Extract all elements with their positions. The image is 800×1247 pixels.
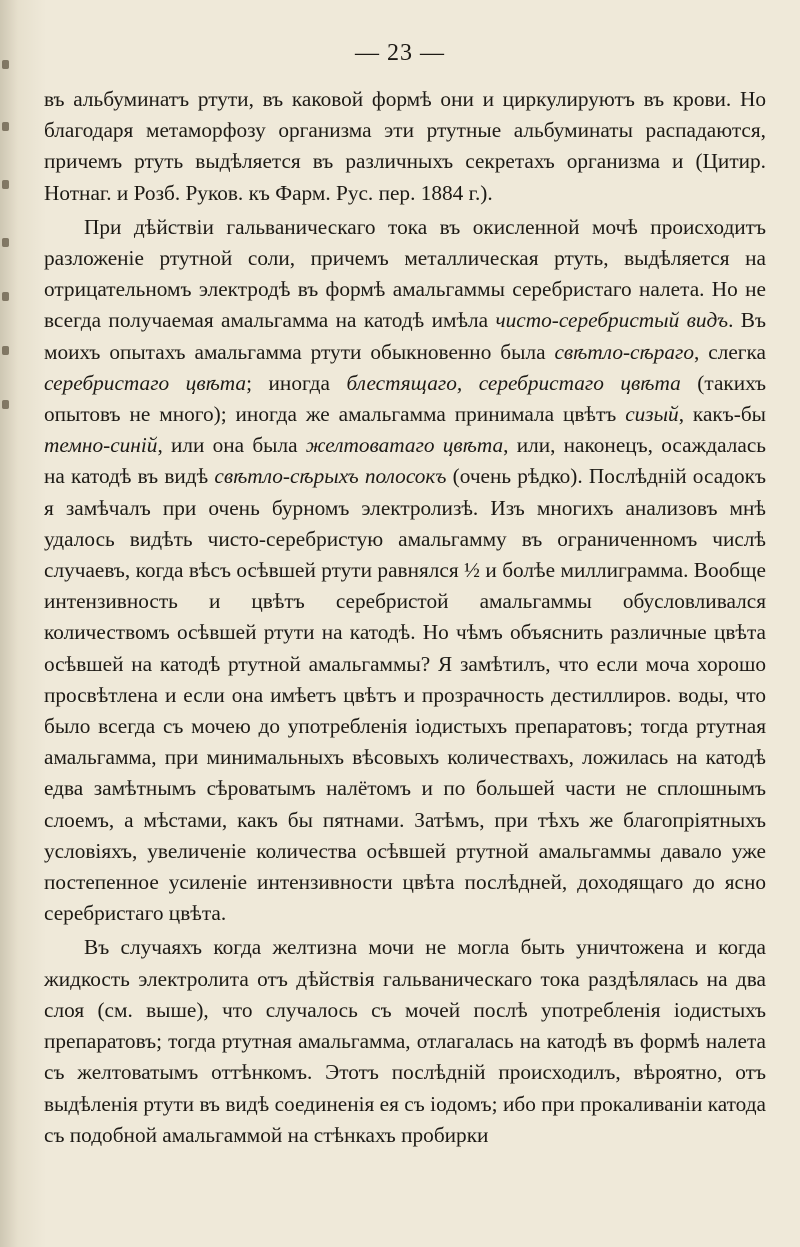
italic-phrase: блестящаго, серебристаго цвѣта	[346, 370, 681, 395]
text-run: Въ случаяхъ когда желтизна мочи не могла быть уничтожена и когда жидкость электролита отъ дѣйствія гальваническаго тока раздѣлялась на два слоя (см. выше), что случалось съ мочей послѣ употребленія іодистыхъ препаратовъ; тогда ртутная амальгамма, отлагалась на катодѣ въ формѣ налета съ желтоватымъ оттѣнкомъ. Этотъ послѣдній происходилъ, вѣроятно, отъ выдѣленія ртути въ видѣ соединенія ея съ іодомъ; ибо при прокаливаніи катода съ подобной амальгаммой на стѣнкахъ пробирки	[44, 935, 766, 1147]
paragraph-2	[44, 212, 766, 930]
text-run: (очень рѣдко). Послѣдній осадокъ я замѣчалъ при очень бурномъ электролизѣ. Изъ многихъ анализовъ мнѣ удалось видѣть чисто-серебристую амальгамму въ ограниченномъ числѣ случаевъ, когда вѣсъ осѣвшей ртути равнялся ½ и болѣе миллиграмма. Вообще интензивность и цвѣтъ серебристой амальгаммы обусловливался количествомъ осѣвшей ртути на катодѣ. Но чѣмъ объяснить различные цвѣта осѣвшей на катодѣ ртутной амальгаммы? Я замѣтилъ, что если моча хорошо просвѣтлена и если она имѣетъ цвѣтъ и прозрачность дестиллиров. воды, что было всегда съ мочею до употребленія іодистыхъ препаратовъ; тогда ртутная амальгамма, при минимальныхъ вѣсовыхъ количествахъ, ложилась на катодѣ едва замѣтнымъ сѣроватымъ налётомъ и по большей части не сплошнымъ слоемъ, а мѣстами, какъ бы пятнами. Затѣмъ, при тѣхъ же благопріятныхъ условіяхъ, увеличеніе количества осѣвшей ртутной амальгаммы давало уже постепенное усиленіе интензивности цвѣта послѣдней, доходящаго до ясно серебристаго цвѣта.	[44, 464, 766, 926]
italic-phrase: серебристаго цвѣта	[44, 370, 247, 395]
binding-edge-marks	[0, 60, 14, 420]
italic-phrase: свѣтло-сѣраго	[554, 339, 694, 364]
italic-phrase: темно-синій	[44, 433, 158, 458]
text-run: ; иногда	[246, 370, 347, 395]
text-run: , или, наконецъ, осаждалась на катодѣ въ видѣ	[44, 433, 766, 489]
italic-phrase: сизый	[625, 402, 679, 427]
italic-phrase: свѣтло-сѣрыхъ полосокъ	[214, 464, 447, 489]
text-run: , какъ-бы	[678, 402, 766, 427]
text-run: (такихъ опытовъ не много); иногда же амальгамма принимала цвѣтъ	[44, 370, 766, 427]
italic-phrase: желтоватаго цвѣта	[305, 433, 504, 458]
page-number: — 23 —	[355, 40, 445, 66]
text-run: , или она была	[157, 433, 306, 458]
body-text	[44, 84, 766, 1151]
paragraph-3	[44, 932, 766, 1150]
text-run: . Въ моихъ опытахъ амальгамма ртути обыкновенно была	[44, 308, 766, 364]
text-run: При дѣйствіи гальваническаго тока въ окисленной мочѣ происходитъ разложеніе ртутной соли, причемъ металлическая ртуть, выдѣляется на отрицательномъ электродѣ въ формѣ амальгаммы серебристаго налета. Но не всегда получаемая амальгамма на катодѣ имѣла	[44, 214, 766, 333]
text-run: , слегка	[693, 339, 766, 364]
italic-phrase: чисто-серебристый видъ	[495, 308, 729, 333]
paragraph-1	[44, 84, 766, 209]
text-run: въ альбуминатъ ртути, въ каковой формѣ они и циркулируютъ въ крови. Но благодаря метаморфозу организма эти ртутные альбуминаты распадаются, причемъ ртуть выдѣляется въ различныхъ секретахъ организма и (Цитир. Нотнаг. и Розб. Руков. къ Фарм. Рус. пер. 1884 г.).	[44, 87, 766, 205]
